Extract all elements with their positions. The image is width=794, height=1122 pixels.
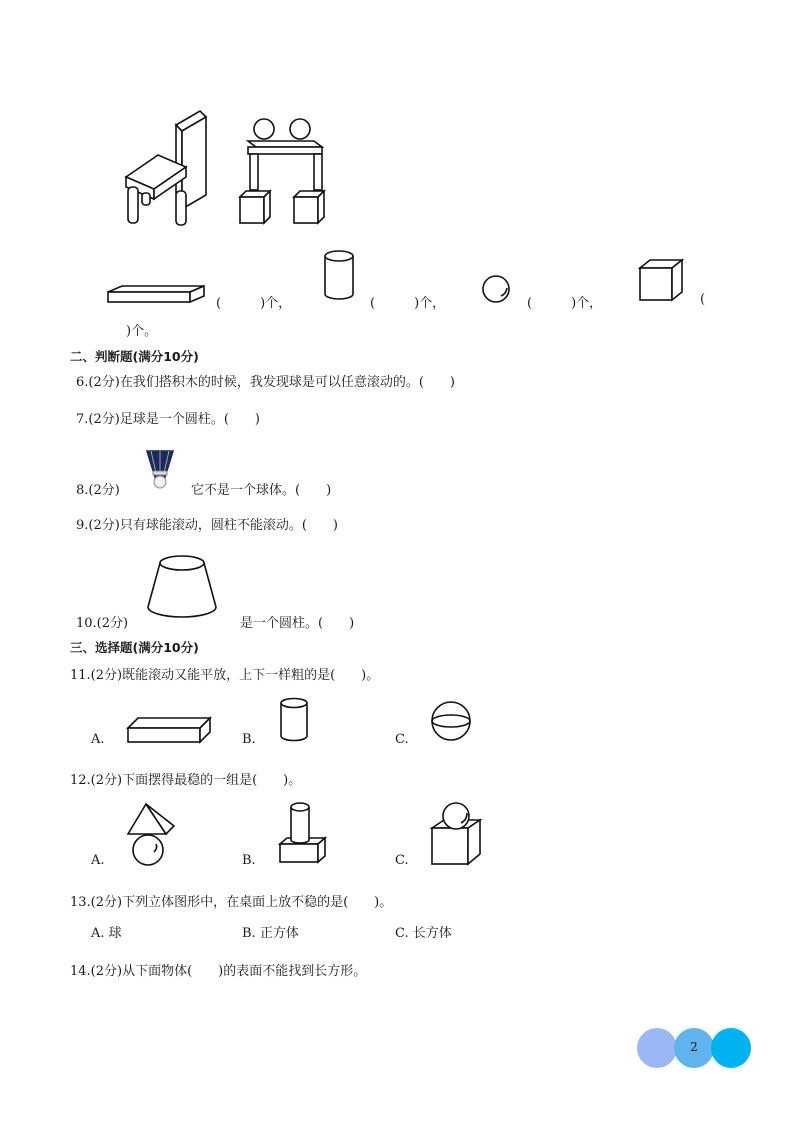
question-14: 14.(2分)从下面物体( )的表面不能找到长方形。: [70, 964, 367, 979]
question-9: 9.(2分)只有球能滚动，圆柱不能滚动。( ): [76, 518, 338, 533]
blank-sphere: ( )个，: [527, 296, 603, 311]
frustum-icon: [146, 553, 218, 625]
sphere-icon: [481, 274, 511, 304]
blank-cylinder: ( )个，: [370, 296, 446, 311]
cone-on-sphere-icon: [126, 802, 178, 868]
q13-option-c: C. 长方体: [395, 926, 452, 941]
section2-title: 二、判断题(满分10分): [70, 349, 199, 364]
flat-cuboid-icon: [126, 714, 212, 746]
question-8-prefix: 8.(2分): [76, 483, 120, 498]
cube-icon: [638, 258, 686, 304]
q11-option-b-label: B.: [242, 732, 256, 747]
chair-figure: [120, 105, 210, 230]
sphere-on-cube-icon: [430, 800, 482, 868]
page-dot-left: [637, 1028, 677, 1068]
q12-option-a-label: A.: [91, 853, 105, 868]
cylinder-icon: [322, 248, 356, 302]
question-8-text: 它不是一个球体。( ): [191, 483, 332, 498]
cylinder-icon: [278, 696, 310, 744]
shuttlecock-icon: [143, 447, 177, 491]
cylinder-on-cuboid-icon: [277, 800, 327, 866]
question-10-prefix: 10.(2分): [76, 616, 129, 631]
section3-title: 三、选择题(满分10分): [70, 640, 199, 655]
blank-cube-close: )个。: [126, 324, 158, 339]
q12-option-c-label: C.: [395, 853, 409, 868]
sphere-icon: [430, 700, 472, 742]
page-dot-right: [711, 1028, 751, 1068]
q11-option-c-label: C.: [395, 732, 409, 747]
question-12: 12.(2分)下面摆得最稳的一组是( )。: [70, 773, 302, 788]
blank-cube-open: (: [700, 292, 706, 307]
table-figure: [236, 115, 332, 227]
q13-option-b: B. 正方体: [242, 926, 299, 941]
cuboid-icon: [106, 282, 206, 306]
question-10-text: 是一个圆柱。( ): [240, 616, 355, 631]
question-7: 7.(2分)足球是一个圆柱。( ): [76, 412, 260, 427]
question-6: 6.(2分)在我们搭积木的时候，我发现球是可以任意滚动的。( ): [76, 375, 455, 390]
question-11: 11.(2分)既能滚动又能平放，上下一样粗的是( )。: [70, 668, 380, 683]
q11-option-a-label: A.: [91, 732, 105, 747]
blank-cuboid: ( )个，: [216, 296, 292, 311]
q12-option-b-label: B.: [242, 853, 256, 868]
q13-option-a: A. 球: [91, 926, 122, 941]
question-13: 13.(2分)下列立体图形中，在桌面上放不稳的是( )。: [70, 895, 393, 910]
page-number: 2: [690, 1040, 698, 1054]
